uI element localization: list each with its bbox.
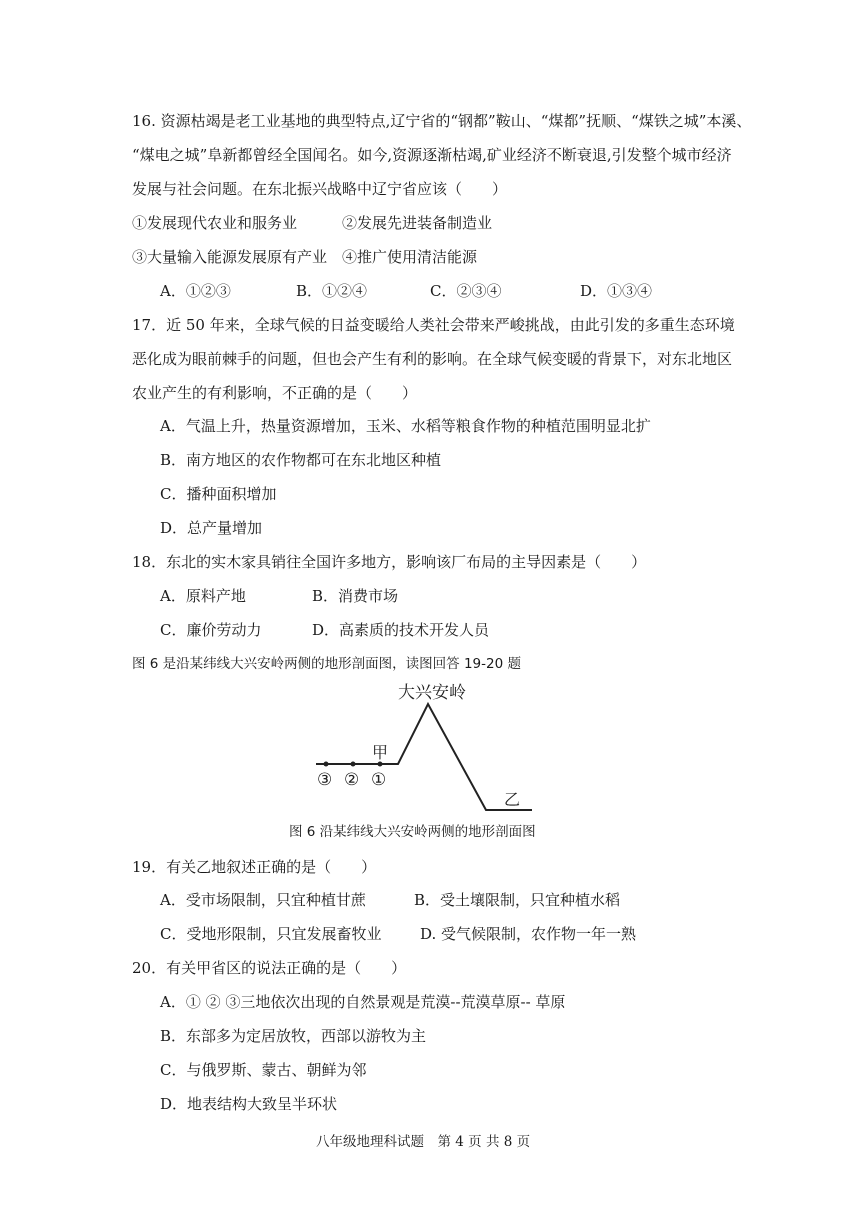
q19-option-d: D. 受气候限制，农作物一年一熟 <box>420 925 637 943</box>
q18-option-a: A．原料产地 <box>160 587 246 605</box>
q18-option-b: B．消费市场 <box>312 587 399 605</box>
q17-option-b: B．南方地区的农作物都可在东北地区种植 <box>160 451 442 469</box>
point-3-dot <box>324 762 329 767</box>
q19-option-b: B．受土壤限制，只宜种植水稻 <box>414 891 621 909</box>
jia-label: 甲 <box>372 743 389 762</box>
q20-stem: 20．有关甲省区的说法正确的是（ ） <box>132 959 407 977</box>
q16-statement-1: ①发展现代农业和服务业 ②发展先进装备制造业 <box>132 214 493 232</box>
q19-option-c: C．受地形限制，只宜发展畜牧业 <box>160 925 382 943</box>
terrain-profile-figure <box>310 676 540 821</box>
q20-option-d: D．地表结构大致呈半环状 <box>160 1095 338 1113</box>
q17-option-a: A．气温上升，热量资源增加，玉米、水稻等粮食作物的种植范围明显北扩 <box>160 417 651 435</box>
q20-option-a: A．① ② ③三地依次出现的自然景观是荒漠--荒漠草原-- 草原 <box>160 993 566 1011</box>
figure-caption: 图 6 沿某纬线大兴安岭两侧的地形剖面图 <box>289 824 536 840</box>
q16-option-d: D．①③④ <box>580 282 653 300</box>
point-3-label: ③ <box>317 770 333 790</box>
yi-label: 乙 <box>504 790 521 809</box>
q17-option-d: D．总产量增加 <box>160 519 263 537</box>
q17-stem-line-3: 农业产生的有利影响，不正确的是（ ） <box>132 384 418 402</box>
q20-option-c: C．与俄罗斯、蒙古、朝鲜为邻 <box>160 1061 367 1079</box>
q16-option-b: B．①②④ <box>296 282 368 300</box>
q18-option-c: C．廉价劳动力 <box>160 621 262 639</box>
point-2-dot <box>351 762 356 767</box>
q20-option-b: B．东部多为定居放牧，西部以游牧为主 <box>160 1027 427 1045</box>
q16-option-a: A．①②③ <box>160 282 231 300</box>
q18-stem: 18．东北的实木家具销往全国许多地方，影响该厂布局的主导因素是（ ） <box>132 553 647 571</box>
q18-option-d: D．高素质的技术开发人员 <box>312 621 490 639</box>
q16-stem-line-2: “煤电之城”阜新都曾经全国闻名。如今,资源逐渐枯竭,矿业经济不断衰退,引发整个城市经济 <box>132 146 732 164</box>
point-2-label: ② <box>344 770 360 790</box>
page-footer: 八年级地理科试题 第 4 页 共 8 页 <box>316 1134 531 1150</box>
q16-statement-2: ③大量输入能源发展原有产业 ④推广使用清洁能源 <box>132 248 478 266</box>
q19-stem: 19．有关乙地叙述正确的是（ ） <box>132 858 377 876</box>
terrain-profile-line <box>316 704 532 810</box>
q19-option-a: A．受市场限制，只宜种植甘蔗 <box>160 891 366 909</box>
figure-intro: 图 6 是沿某纬线大兴安岭两侧的地形剖面图，读图回答 19-20 题 <box>132 656 521 672</box>
q17-stem-line-1: 17．近 50 年来，全球气候的日益变暖给人类社会带来严峻挑战，由此引发的多重生态环境 <box>132 316 735 334</box>
q16-stem-line-3: 发展与社会问题。在东北振兴战略中辽宁省应该（ ） <box>132 180 508 198</box>
point-1-dot <box>378 762 383 767</box>
point-1-label: ① <box>371 770 387 790</box>
q16-stem-line-1: 16. 资源枯竭是老工业基地的典型特点,辽宁省的“钢都”鞍山、“煤都”抚顺、“煤铁之城”本溪、 <box>132 112 752 130</box>
q16-option-c: C．②③④ <box>430 282 502 300</box>
q17-stem-line-2: 恶化成为眼前棘手的问题，但也会产生有利的影响。在全球气候变暖的背景下，对东北地区 <box>132 350 733 368</box>
peak-label: 大兴安岭 <box>398 683 466 703</box>
q17-option-c: C．播种面积增加 <box>160 485 277 503</box>
